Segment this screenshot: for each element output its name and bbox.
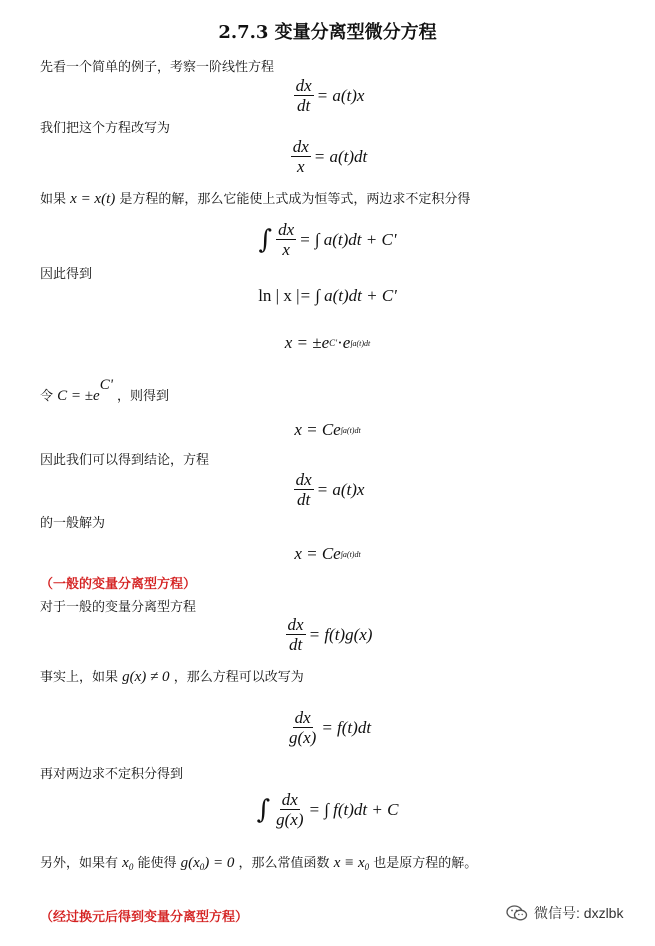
watermark [506, 903, 623, 923]
paragraph-solution: 如果 x = x(t) 是方程的解，那么它能使上式成为恒等式，两边求不定积分得 [40, 191, 471, 207]
equation-separated-general: $\frac{dx}{g(x)}$ = f(t)dt [288, 708, 372, 747]
paragraph: 因此得到 [40, 267, 93, 282]
paragraph-constant-solution: 另外，如果有 $x_0$ 能使得 $g(x_0) = 0$ ，那么常值函数 $x \equiv x_0$ 也是原方程的解。 [40, 855, 478, 872]
paragraph: 再对两边求不定积分得到 [40, 767, 184, 782]
page-title: 2.7.3 变量分离型微分方程 [218, 22, 437, 43]
wechat-icon [506, 904, 528, 922]
equation-exp: x = ± e C' · e ∫a(t)dt [284, 333, 371, 352]
paragraph-constant: 令 C = ±eC' ，则得到 [40, 377, 170, 404]
equation-general-solution: x = C e ∫a(t)dt [294, 420, 361, 439]
equation-linear: $\frac{dx}{dt}$ = a(t)x [295, 470, 365, 509]
section-heading: （经过换元后得到变量分离型方程） [40, 910, 249, 925]
equation-integral-general: ∫ $\frac{dx}{g(x)}$ = ∫ f(t)dt + C [256, 790, 399, 829]
paragraph: 先看一个简单的例子，考察一阶线性方程 [40, 60, 275, 75]
paragraph: 对于一般的变量分离型方程 [40, 600, 197, 615]
equation-separated: $\frac{dx}{x}$ = a(t)dt [292, 137, 368, 176]
equation-integral: ∫ $\frac{dx}{x}$ = ∫ a(t)dt + C' [258, 220, 397, 259]
equation-linear: $\frac{dx}{dt}$ = a(t)x [295, 76, 365, 115]
equation-separable: $\frac{dx}{dt}$ = f(t)g(x) [287, 615, 373, 654]
paragraph: 我们把这个方程改写为 [40, 121, 171, 136]
equation-general-solution: x = C e ∫a(t)dt [294, 544, 361, 563]
paragraph: 因此我们可以得到结论，方程 [40, 453, 210, 468]
paragraph: 的一般解为 [40, 516, 106, 531]
fraction: $\frac{dx}{dt}$ [295, 76, 312, 115]
paragraph-condition: 事实上，如果 g(x) ≠ 0 ，那么方程可以改写为 [40, 669, 304, 685]
equation-log: ln | x | = ∫ a(t)dt + C' [258, 286, 397, 305]
watermark-text: 微信号: dxzlbk [534, 905, 624, 921]
section-heading: （一般的变量分离型方程） [40, 577, 197, 592]
